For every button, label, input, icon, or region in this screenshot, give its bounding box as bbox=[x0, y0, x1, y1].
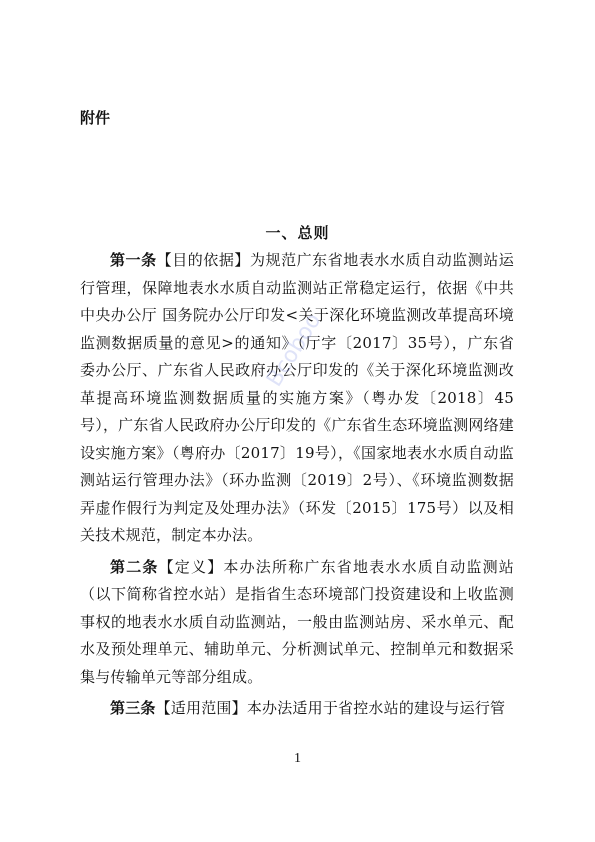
article-2-label: 第二条 bbox=[110, 557, 159, 576]
article-1-heading: 【目的依据】 bbox=[156, 251, 250, 269]
article-1-label: 第一条 bbox=[110, 251, 157, 269]
article-3-text: 本办法适用于省控水站的建设与运行管 bbox=[246, 699, 506, 717]
article-2-paragraph bbox=[80, 554, 514, 692]
article-2-heading: 【定义】 bbox=[158, 557, 224, 576]
article-3-heading: 【适用范围】 bbox=[155, 699, 247, 717]
article-1-paragraph bbox=[80, 247, 514, 550]
watermark: Bcoboo bbox=[262, 308, 327, 392]
article-3-paragraph bbox=[80, 695, 514, 723]
page-number: 1 bbox=[294, 751, 301, 766]
article-3-label: 第三条 bbox=[110, 699, 156, 717]
attachment-label: 附件 bbox=[80, 109, 111, 127]
article-1-text: 为规范广东省地表水水质自动监测站运行管理，保障地表水水质自动监测站正常稳定运行，依据《中共中央办公厅 国务院办公厅印发<关于深化环境监测改革提高环境监测数据质量的意见>的通知》（厅字〔2017〕35号），广东省委办公厅、广东省人民政府办公厅印发的《关于深化环境监测改革提高环境监测数据质量的实施方案》（粤办发〔2018〕45号），广东省人民政府办公厅印发的《广东省生态环境监测网络建设实施方案》（粤府办〔2017〕19号），《国家地表水水质自动监测站运行管理办法》（环办监测〔2019〕2号）、《环境监测数据弄虚作假行为判定及处理办法》（环发〔2015〕175号）以及相关技术规范，制定本办法。 bbox=[80, 251, 514, 544]
section-title: 一、总则 bbox=[265, 224, 330, 242]
article-2-text: 本办法所称广东省地表水水质自动监测站（以下简称省控水站）是指省生态环境部门投资建设和上收监测事权的地表水水质自动监测站，一般由监测站房、采水单元、配水及预处理单元、辅助单元、分析测试单元、控制单元和数据采集与传输单元等部分组成。 bbox=[80, 557, 514, 686]
document-body bbox=[80, 247, 514, 723]
